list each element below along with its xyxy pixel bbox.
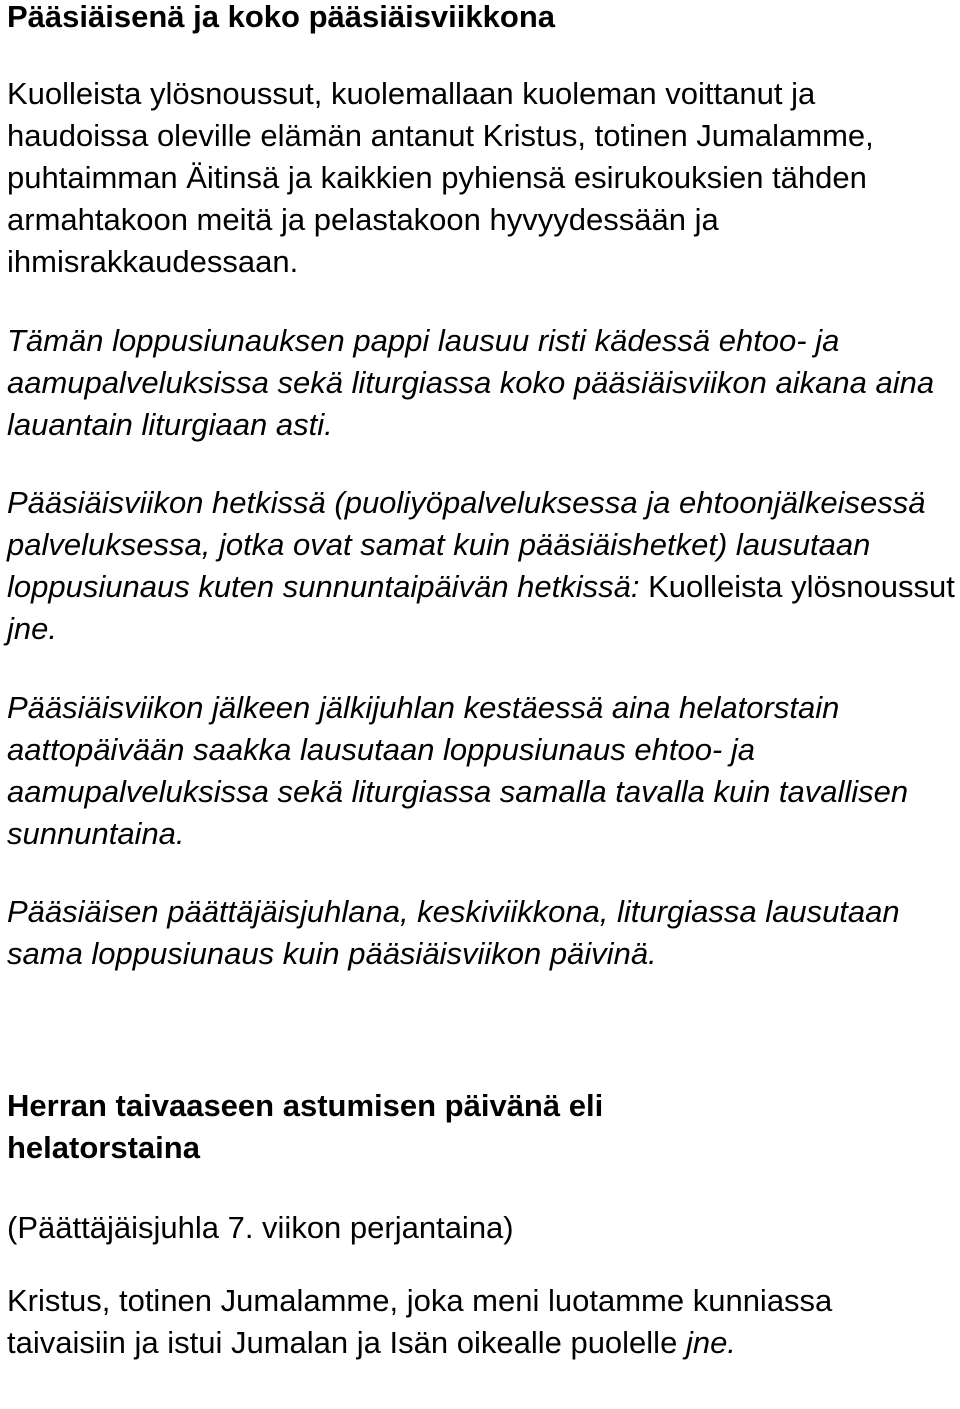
ascension-blessing-text: Kristus, totinen Jumalamme, joka meni luotamme kunniassa taivaisiin ja istui Jumalan ja Isän oikealle puolelle bbox=[7, 1283, 833, 1360]
rubric-hours-etc: jne. bbox=[7, 611, 57, 646]
ascension-blessing-etc: jne. bbox=[685, 1325, 736, 1360]
ascension-dismissal-blessing bbox=[7, 1280, 887, 1364]
section-heading-easter: Pääsiäisenä ja koko pääsiäisviikkona bbox=[7, 0, 555, 34]
rubric-leave-taking: Pääsiäisen päättäjäisjuhlana, keskiviikkona, liturgiassa lausutaan sama loppusiunaus kuin pääsiäisviikon päivinä. bbox=[7, 894, 900, 971]
rubric-hours-incipit: Kuolleista ylösnoussut bbox=[648, 569, 955, 604]
rubric-priest-with-cross: Tämän loppusiunauksen pappi lausuu risti kädessä ehtoo- ja aamupalveluksissa sekä liturgiassa koko pääsiäisviikon aikana aina lauantain liturgiaan asti. bbox=[7, 323, 935, 442]
section-heading-ascension: Herran taivaaseen astumisen päivänä eli helatorstaina bbox=[7, 1088, 604, 1165]
rubric-hours-of-easter-week bbox=[7, 482, 960, 650]
rubric-after-easter-week: Pääsiäisviikon jälkeen jälkijuhlan kestäessä aina helatorstain aattopäivään saakka lausutaan loppusiunaus ehtoo- ja aamupalveluksissa sekä liturgiassa samalla tavalla kuin tavallisen sunnuntaina. bbox=[7, 690, 909, 851]
easter-dismissal-blessing: Kuolleista ylösnoussut, kuolemallaan kuoleman voittanut ja haudoissa oleville elämän antanut Kristus, totinen Jumalamme, puhtaimman Äitinsä ja kaikkien pyhiensä esirukouksien tähden armahtakoon meitä ja pelastakoon hyvyydessään ja ihmisrakkaudessaan. bbox=[7, 76, 874, 279]
ascension-subtitle: (Päättäjäisjuhla 7. viikon perjantaina) bbox=[7, 1210, 514, 1245]
rubric-hours-italic: Pääsiäisviikon hetkissä (puoliyöpalveluksessa ja ehtoonjälkeisessä palveluksessa, jotka ovat samat kuin pääsiäishetket) lausutaan loppusiunaus kuten sunnuntaipäivän hetkissä: bbox=[7, 485, 926, 604]
